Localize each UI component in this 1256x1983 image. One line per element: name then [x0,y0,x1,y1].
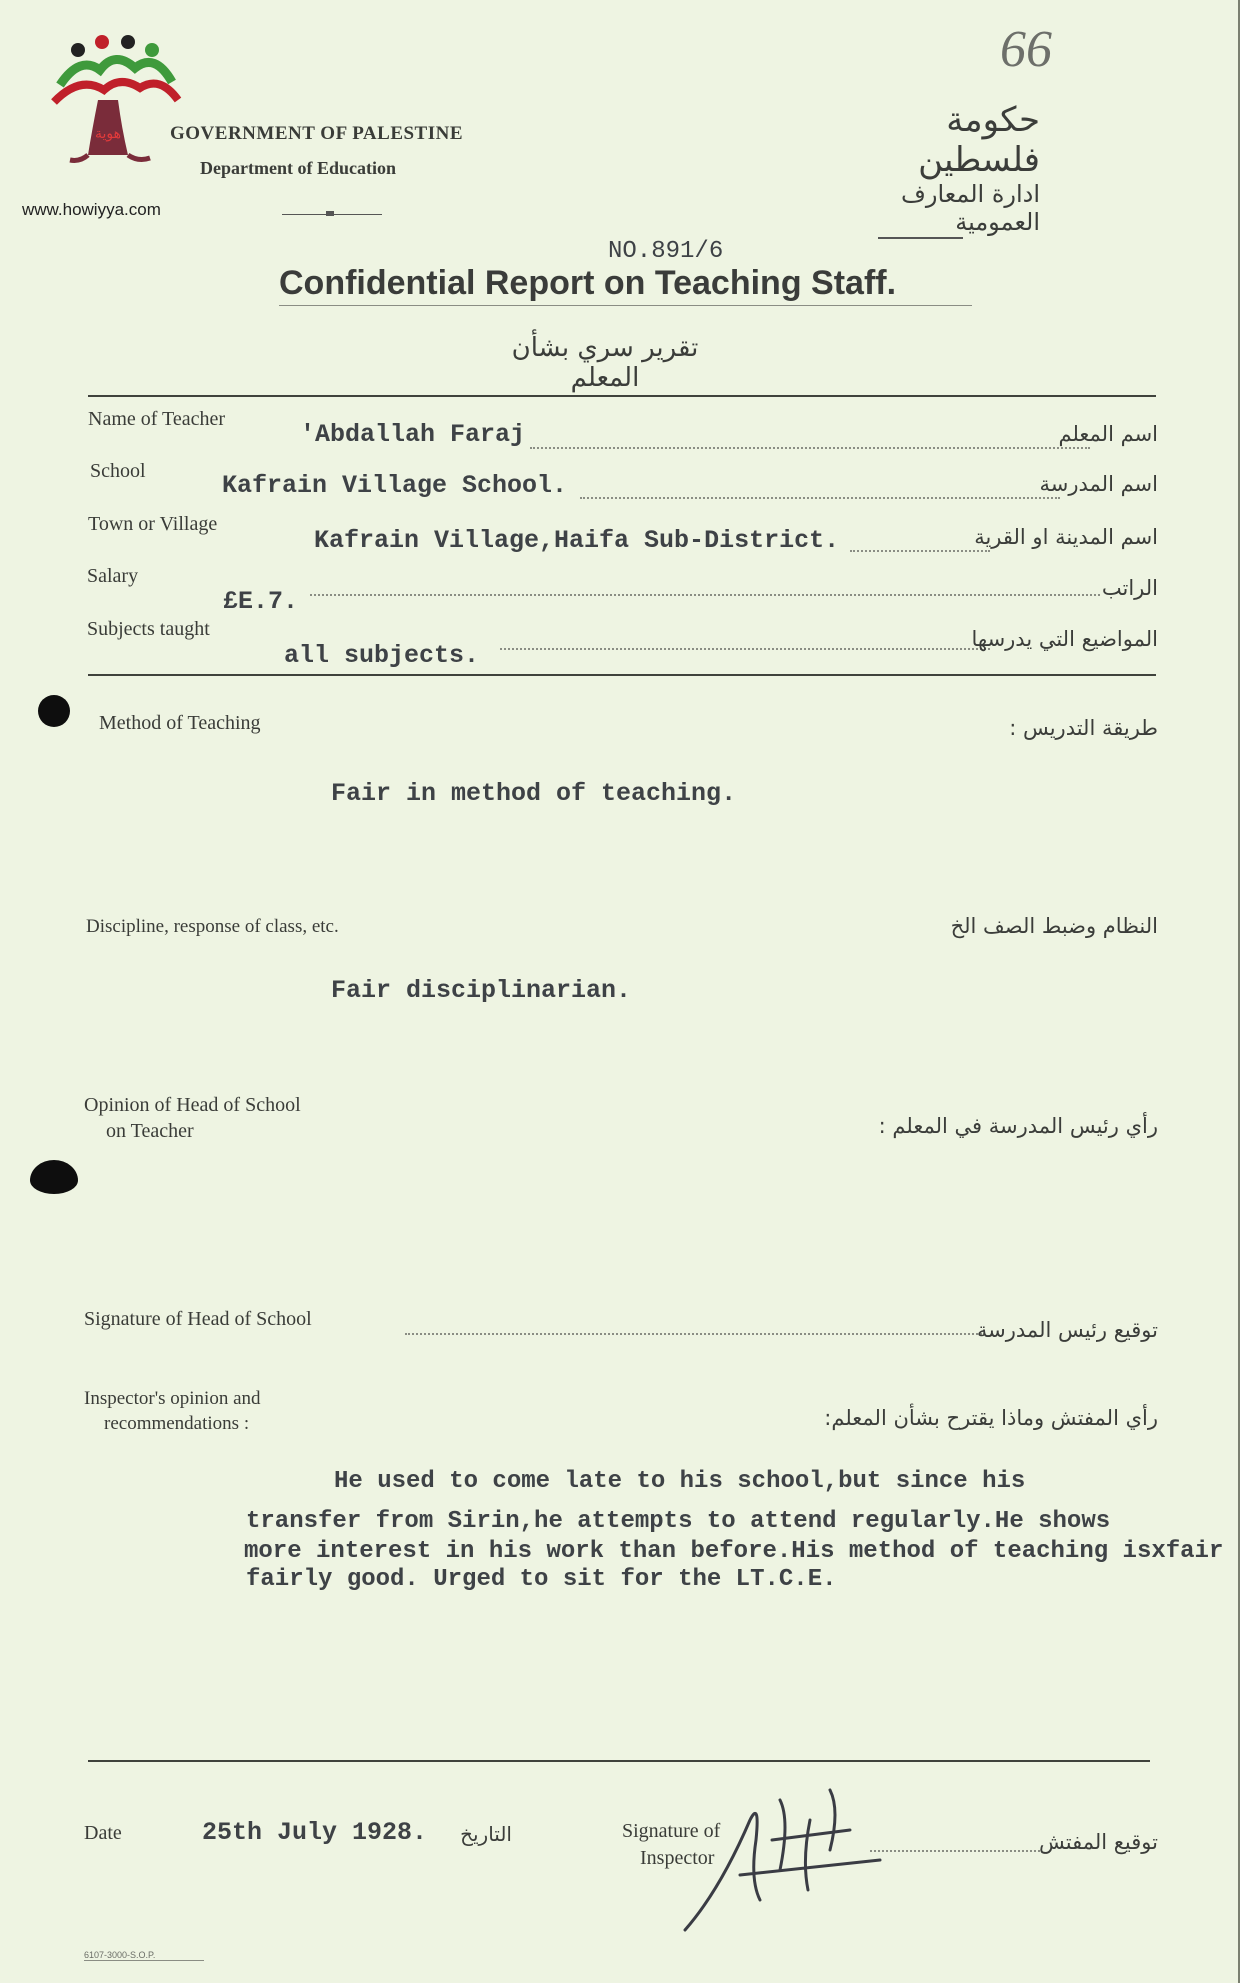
howiyya-logo-icon [40,30,190,190]
opinion-head-label-1: Opinion of Head of School [84,1094,301,1116]
date-value: 25th July 1928. [202,1818,428,1847]
field-label-town: Town or Village [88,513,218,535]
field-label-town-ar: اسم المدينة او القرية [974,525,1158,549]
field-label-subjects-ar: المواضيع التي يدرسها [971,627,1158,651]
signature-head-label: Signature of Head of School [84,1308,312,1330]
opinion-head-label-ar: رأي رئيس المدرسة في المعلم : [878,1114,1158,1138]
inspector-label-1: Inspector's opinion and [84,1388,261,1409]
field-label-salary-ar: الراتب [1101,576,1158,600]
inspector-signature-icon [680,1780,920,1940]
field-value-name: 'Abdallah Faraj [300,420,526,449]
title-underline [279,305,972,306]
method-value: Fair in method of teaching. [331,779,737,808]
field-label-name-ar: اسم المعلم [1058,422,1158,446]
inspector-text-line-1: He used to come late to his school,but since his [334,1468,1026,1495]
file-number: NO.891/6 [608,238,724,265]
field-label-school: School [90,460,146,482]
logo-website: www.howiyya.com [22,200,161,219]
field-label-subjects: Subjects taught [87,618,210,640]
report-title-ar: تقرير سري بشأن المعلم [511,333,699,393]
bottom-rule [88,1760,1150,1762]
header-divider-right [878,237,963,239]
date-label-ar: التاريخ [460,1822,512,1846]
field-line-school [580,497,1060,499]
signature-head-line [405,1333,985,1335]
department-heading-en: Department of Education [200,158,396,178]
department-heading-ar: ادارة المعارف العمومية [900,180,1040,236]
top-rule [88,395,1156,397]
method-label: Method of Teaching [99,712,261,734]
svg-text:هوية: هوية [94,126,122,142]
field-value-school: Kafrain Village School. [222,471,568,500]
date-label: Date [84,1822,122,1844]
signature-inspector-label-2: Inspector [640,1847,715,1869]
field-value-town: Kafrain Village,Haifa Sub-District. [314,526,840,555]
field-line-town [850,550,990,552]
signature-inspector-label-ar: توقيع المفتش [1038,1830,1158,1854]
report-title-en: Confidential Report on Teaching Staff. [279,264,897,302]
field-value-salary: £E.7. [223,587,299,616]
government-heading-en: GOVERNMENT OF PALESTINE [170,123,464,144]
page-number: 66 [1000,21,1052,78]
field-label-name: Name of Teacher [88,408,226,430]
inspector-label-ar: رأي المفتش وماذا يقترح بشأن المعلم: [824,1406,1158,1430]
signature-inspector-label-1: Signature of [622,1820,721,1842]
field-label-school-ar: اسم المدرسة [1039,472,1158,496]
punch-hole-top [38,695,70,727]
discipline-label-ar: النظام وضبط الصف الخ [950,914,1158,938]
method-label-ar: طريقة التدريس : [1009,716,1158,740]
fields-bottom-rule [88,674,1156,676]
divider-ornament [326,211,334,216]
signature-head-label-ar: توقيع رئيس المدرسة [976,1318,1158,1342]
inspector-text-line-3: more interest in his work than before.His method of teaching isxfair [244,1538,1224,1565]
discipline-label: Discipline, response of class, etc. [86,916,339,937]
field-label-salary: Salary [87,565,139,587]
paper-edge [1238,0,1256,1983]
opinion-head-label-2: on Teacher [106,1120,194,1142]
inspector-label-2: recommendations : [104,1413,250,1434]
punch-hole-bottom [30,1160,78,1194]
field-line-name [530,447,1090,449]
government-heading-ar: حكومة فلسطين [918,100,1040,180]
discipline-value: Fair disciplinarian. [331,976,632,1005]
inspector-text-line-4: fairly good. Urged to sit for the LT.C.E. [246,1566,837,1593]
field-value-subjects: all subjects. [284,641,480,670]
inspector-text-line-2: transfer from Sirin,he attempts to attend regularly.He shows [246,1508,1111,1535]
print-code: 6107-3000-S.O.P. [84,1950,204,1961]
